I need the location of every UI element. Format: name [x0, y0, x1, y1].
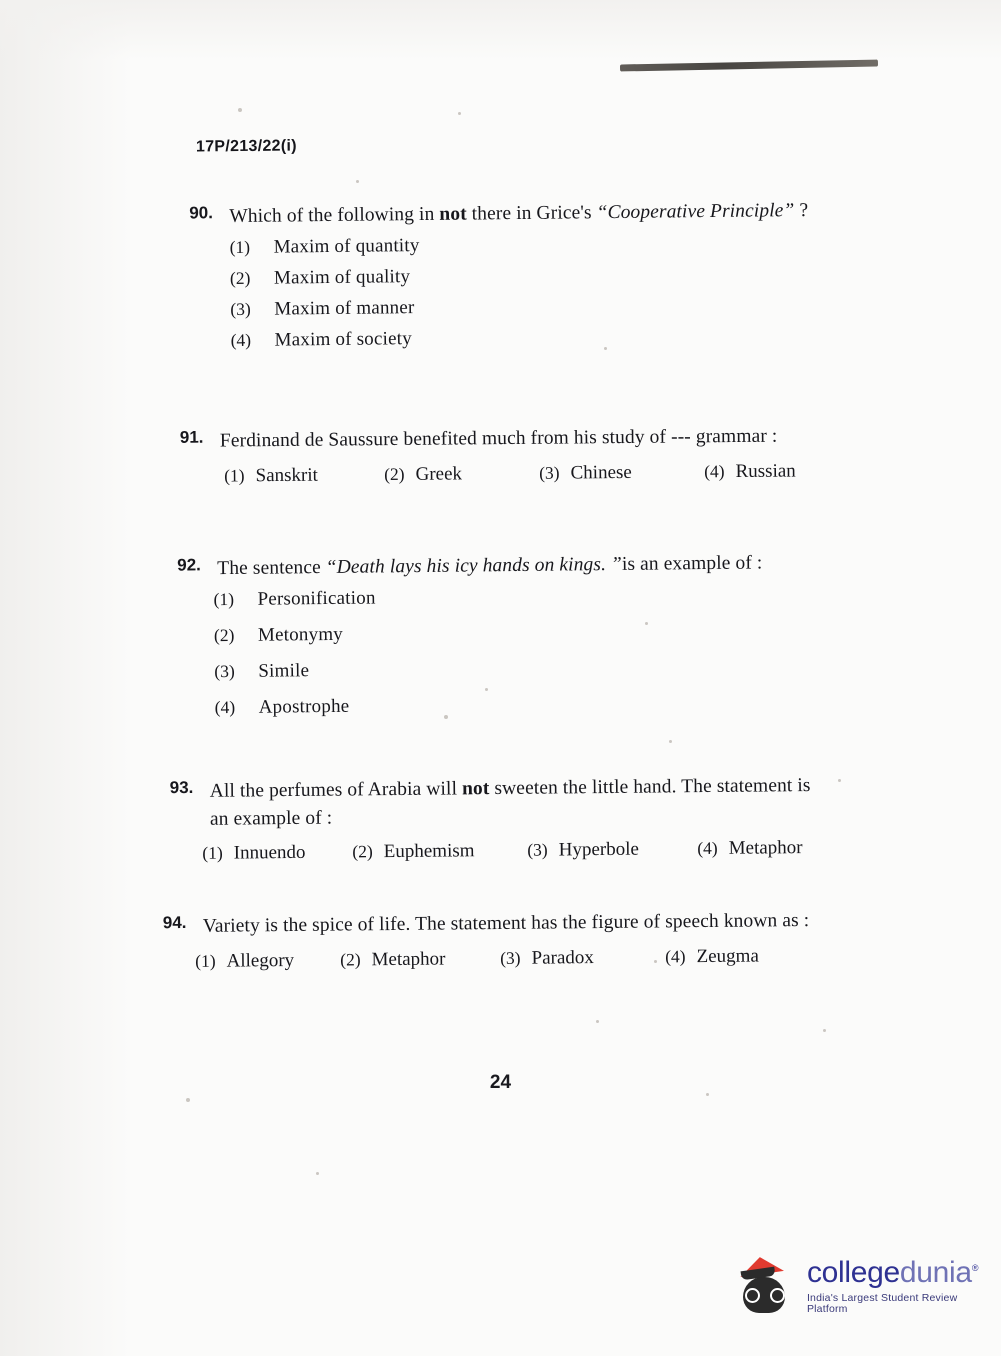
question-stem: [217, 548, 857, 582]
option-label: (3): [500, 947, 521, 968]
option-label: (4): [214, 696, 236, 717]
question-number: 93.: [169, 777, 194, 798]
option-text: Paradox: [531, 946, 594, 969]
option-item[interactable]: [230, 261, 850, 289]
option-text: Euphemism: [383, 840, 475, 863]
question-93: [170, 772, 831, 866]
scan-speck: [458, 112, 461, 115]
option-item[interactable]: [230, 230, 850, 258]
scan-speck: [823, 1029, 826, 1032]
scan-speck: [238, 108, 242, 112]
scan-speck: [669, 740, 672, 743]
option-item[interactable]: [224, 464, 384, 487]
stem-emphasis: not: [439, 203, 467, 225]
scan-speck: [186, 1098, 190, 1102]
scan-speck: [316, 1172, 319, 1175]
option-text: Metaphor: [371, 948, 446, 970]
question-number: 90.: [189, 203, 214, 223]
stem-part: Which of the following in: [229, 203, 440, 228]
stem-part: is an example of :: [621, 552, 763, 575]
stem-part: The sentence: [217, 557, 326, 580]
question-92: [177, 548, 859, 728]
option-item[interactable]: [697, 837, 802, 860]
option-label: (3): [527, 839, 548, 861]
option-item[interactable]: [202, 842, 352, 865]
option-label: (3): [230, 298, 251, 319]
options-row: [202, 837, 830, 865]
options-row: [224, 460, 840, 487]
scan-speck: [604, 347, 607, 350]
brand-part-college: college: [806, 1256, 900, 1289]
option-item[interactable]: [500, 946, 665, 970]
option-label: (4): [697, 838, 718, 859]
option-item[interactable]: [340, 948, 500, 972]
option-text: Maxim of quality: [273, 265, 411, 289]
scan-speck: [444, 715, 448, 719]
question-stem: [210, 772, 831, 833]
scan-speck: [706, 1093, 709, 1096]
watermark-text: [807, 1258, 1001, 1314]
option-text: Maxim of manner: [274, 296, 415, 320]
option-item[interactable]: [384, 462, 539, 485]
options-list: [213, 582, 858, 719]
option-item[interactable]: [215, 690, 859, 719]
stem-quote: “Death lays his icy hands on kings. ”: [325, 553, 623, 579]
option-text: Innuendo: [233, 842, 306, 864]
option-text: Metaphor: [728, 837, 803, 860]
collegedunia-watermark: [735, 1255, 1001, 1317]
question-90: [189, 197, 851, 362]
options-row: [195, 944, 833, 972]
question-number: 91.: [179, 427, 204, 447]
question-91: [180, 422, 840, 487]
option-text: Sanskrit: [255, 464, 318, 486]
option-label: (1): [202, 843, 223, 864]
option-label: (2): [352, 841, 373, 862]
option-text: Zeugma: [696, 945, 759, 967]
scan-speck: [645, 622, 648, 625]
option-label: (2): [229, 267, 251, 288]
scan-speck: [485, 688, 488, 691]
option-text: Russian: [735, 460, 796, 482]
question-stem: Ferdinand de Saussure benefited much from his study of --- grammar :: [219, 425, 778, 452]
option-label: (2): [340, 949, 361, 970]
scan-speck: [596, 1020, 599, 1023]
graduation-cap-icon: [735, 1255, 799, 1317]
option-label: (2): [384, 463, 405, 484]
option-label: (1): [195, 950, 216, 971]
option-label: (1): [213, 588, 235, 609]
stem-emphasis: not: [461, 778, 490, 800]
scan-speck: [838, 779, 841, 782]
option-text: Hyperbole: [558, 839, 640, 861]
option-text: Chinese: [570, 461, 632, 484]
option-text: Personification: [257, 587, 376, 610]
stem-part: All the perfumes of Arabia will: [209, 778, 463, 802]
option-item[interactable]: [539, 461, 704, 484]
option-item[interactable]: [665, 945, 759, 968]
page-number: 24: [489, 1072, 512, 1093]
stem-part: there in Grice's: [466, 202, 597, 225]
option-label: (4): [704, 460, 725, 481]
option-text: Maxim of society: [274, 327, 412, 351]
option-label: (4): [665, 945, 686, 967]
question-number: 92.: [177, 555, 201, 575]
option-item[interactable]: [230, 292, 850, 320]
option-item[interactable]: [527, 838, 697, 862]
watermark-brand: [807, 1258, 1001, 1288]
option-label: (1): [224, 465, 245, 486]
question-stem: Variety is the spice of life. The statement has the figure of speech known as :: [202, 910, 810, 937]
option-label: (3): [539, 462, 560, 483]
option-item[interactable]: [704, 460, 796, 483]
scan-speck: [654, 960, 657, 963]
option-text: Metonymy: [257, 623, 344, 646]
option-label: (2): [213, 624, 235, 645]
option-item[interactable]: [195, 949, 340, 972]
question-number: 94.: [162, 912, 187, 933]
option-label: (4): [230, 329, 252, 350]
option-item[interactable]: [214, 618, 858, 647]
option-text: Allegory: [226, 949, 295, 972]
option-item[interactable]: [214, 654, 858, 683]
option-text: Simile: [258, 659, 310, 682]
stem-part: sweeten the little hand. The statement is an example of :: [209, 775, 811, 830]
question-94: [163, 907, 834, 973]
option-text: Apostrophe: [258, 695, 350, 718]
trademark-symbol: ®: [971, 1263, 979, 1273]
option-text: Maxim of quantity: [273, 234, 420, 258]
stem-part: ?: [794, 199, 809, 222]
paper-code: 17P/213/22(i): [195, 137, 297, 156]
option-item[interactable]: [231, 323, 851, 351]
option-text: Greek: [415, 463, 463, 485]
stem-title: “Cooperative Principle”: [596, 200, 795, 224]
option-label: (1): [229, 236, 251, 257]
option-item[interactable]: [352, 840, 527, 864]
scan-speck: [356, 180, 359, 183]
option-label: (3): [214, 660, 235, 681]
question-stem: [229, 197, 849, 231]
option-item[interactable]: [213, 582, 857, 611]
brand-part-dunia: dunia: [899, 1256, 972, 1289]
watermark-tagline: India's Largest Student Review Platform: [806, 1292, 958, 1315]
options-list: [230, 230, 851, 351]
